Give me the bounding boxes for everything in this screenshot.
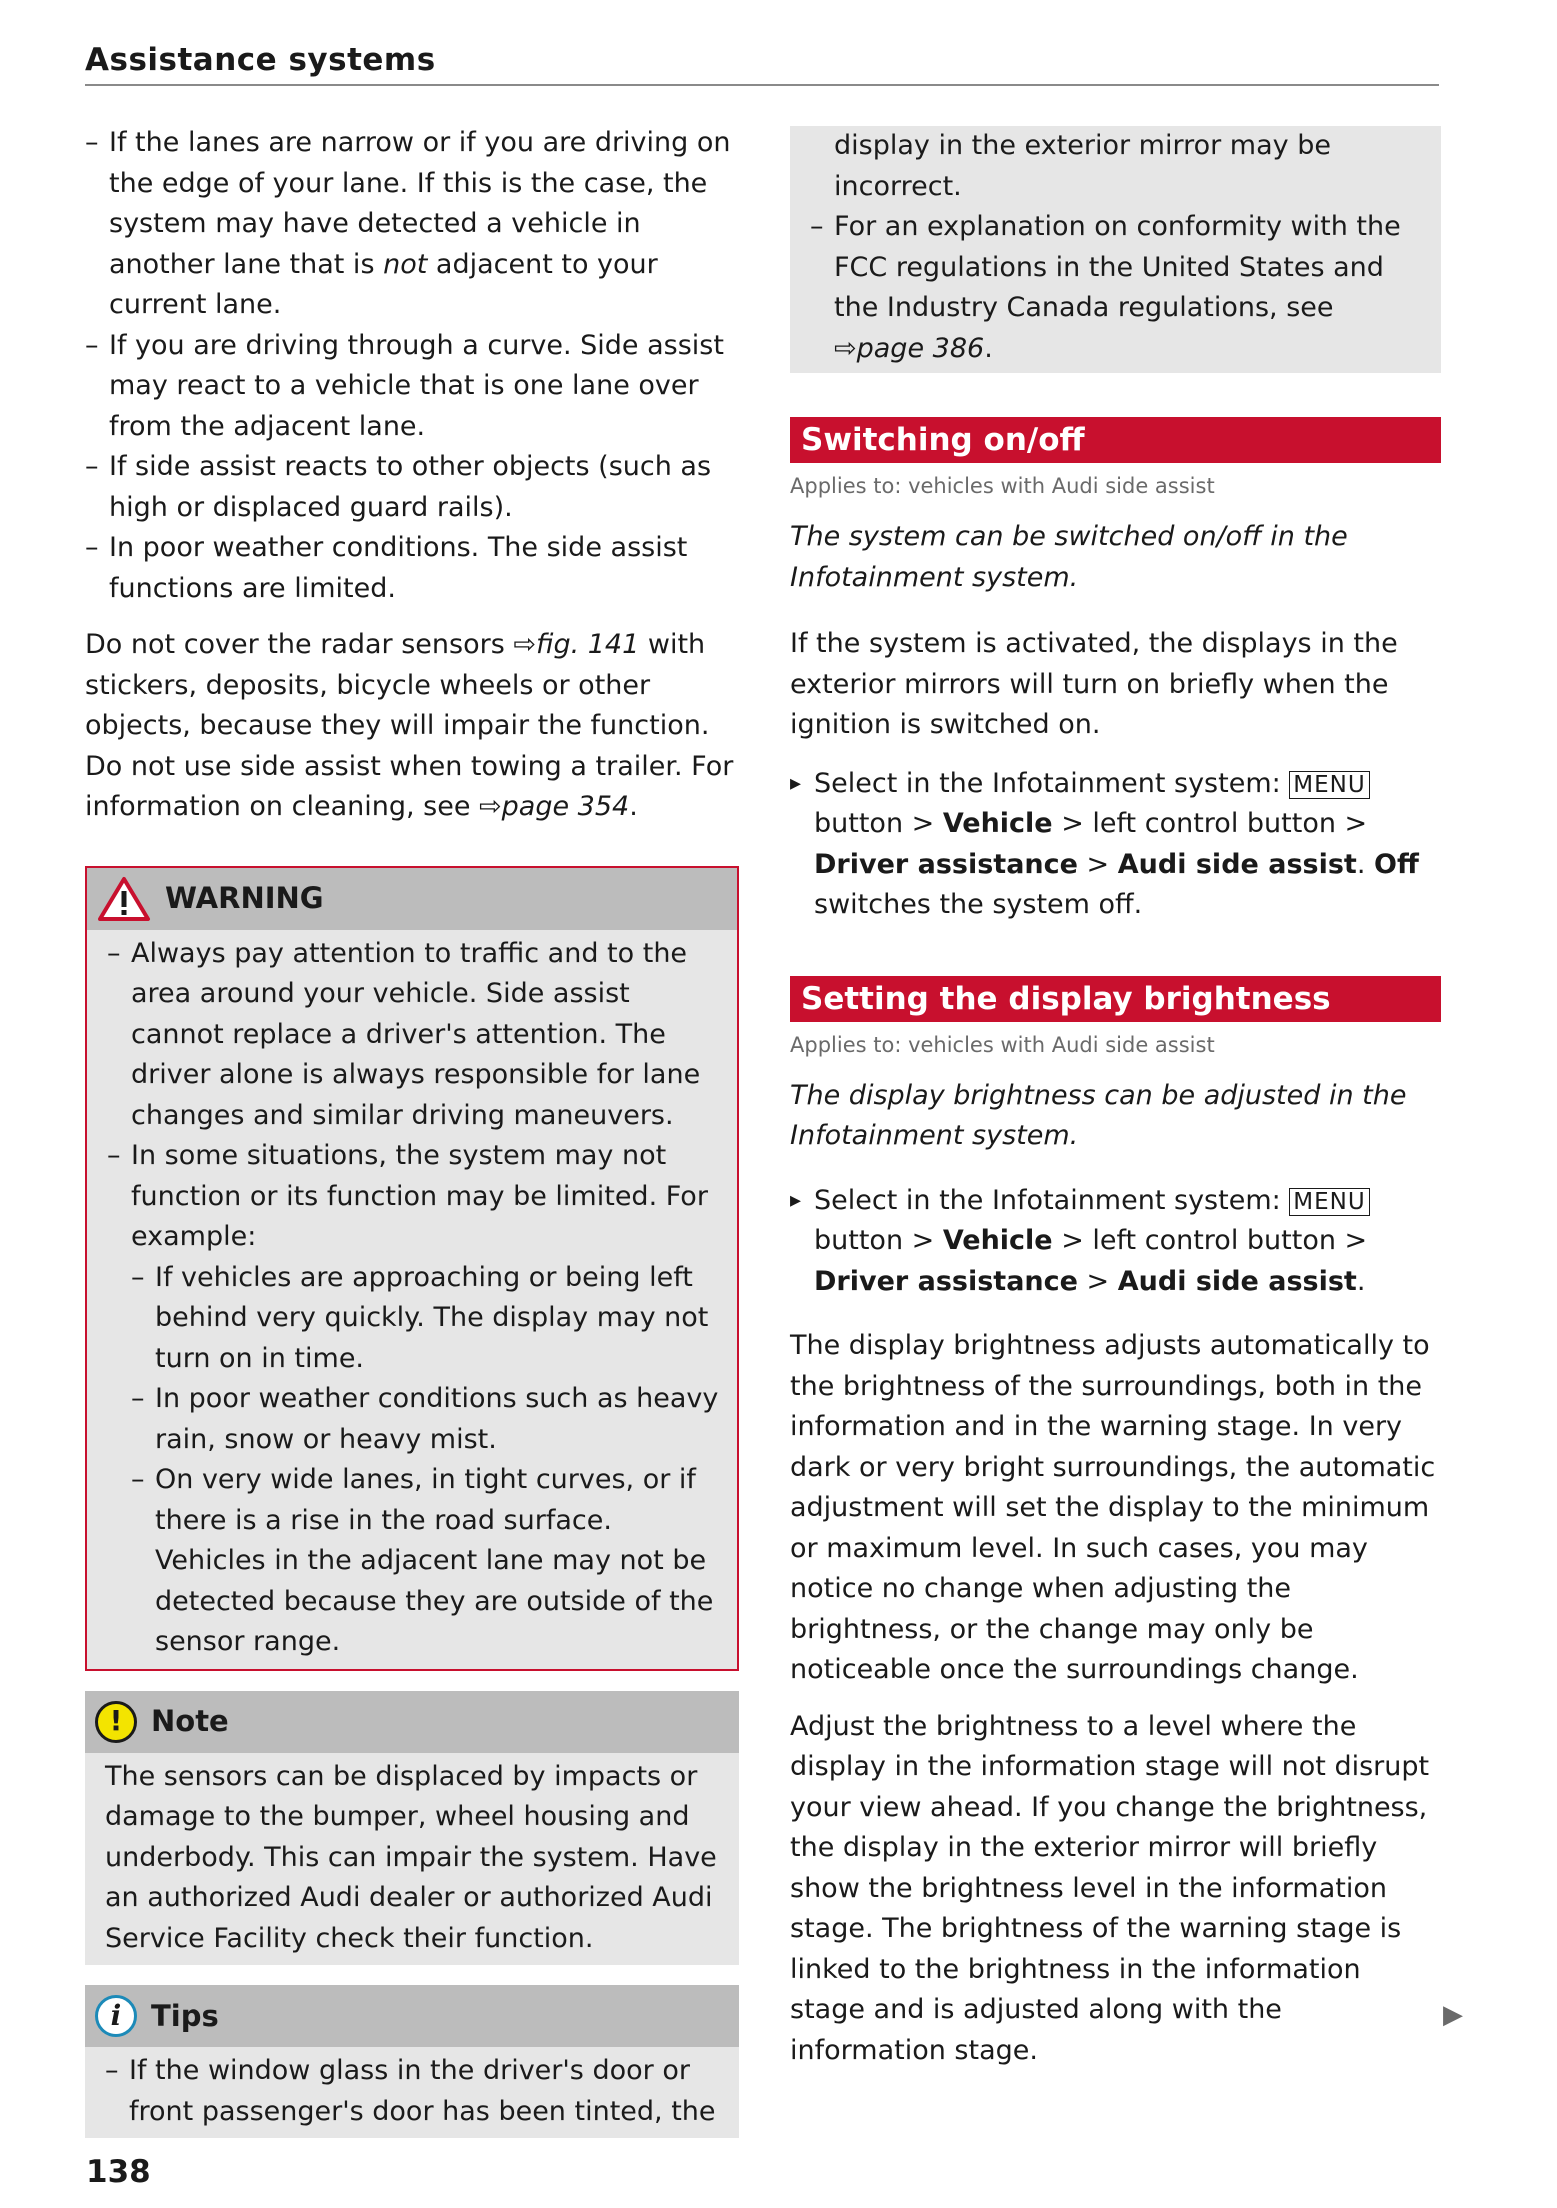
warning-triangle-icon [97,876,151,922]
tips-body [85,2047,739,2138]
menu-button-label: MENU [1289,1188,1369,1216]
warning-header [87,868,737,930]
section-heading-brightness: Setting the display brightness [790,976,1441,1022]
list-item: – If side assist reacts to other objects (such as high or displaced guard rails). [85,447,739,528]
list-item: – If you are driving through a curve. Side assist may react to a vehicle that is one lane over from the adjacent lane. [85,326,739,448]
warning-sub-list [131,1258,719,1663]
continue-arrow-icon: ▶ [1443,2000,1463,2030]
info-icon: i [95,1995,137,2037]
instruction-steps [790,1181,1441,1303]
note-text: The sensors can be displaced by impacts or damage to the bumper, wheel housing and underbody. This can impair the system. Have an authorized Audi dealer or authorized Audi Service Facility check their function. [105,1760,717,1954]
warning-body [87,930,737,1669]
list-item: – In poor weather conditions such as heavy rain, snow or heavy mist. [131,1379,719,1460]
section-intro: The display brightness can be adjusted in the Infotainment system. [790,1079,1407,1151]
applies-to-note: Applies to: vehicles with Audi side assist [790,1032,1215,1057]
list-item: – On very wide lanes, in tight curves, or if there is a rise in the road surface. Vehicles in the adjacent lane may not be detected because they are outside of the sensor range. [131,1460,719,1663]
reference-arrow-icon: ⇨ [834,332,857,364]
reference-arrow-icon: ⇨ [479,791,502,822]
list-item: – If the window glass in the driver's door or front passenger's door has been tinted, the [105,2051,721,2132]
note-body [85,1753,739,1966]
right-column [790,126,1441,2071]
list-item: – In poor weather conditions. The side assist functions are limited. [85,528,739,609]
reference-arrow-icon: ⇨ [513,629,536,660]
page-number: 138 [86,2154,151,2190]
section-body: If the system is activated, the displays in the exterior mirrors will turn on briefly when the ignition is switched on. [790,628,1398,740]
list-item: – For an explanation on conformity with the FCC regulations in the United States and the Industry Canada regulations, see ⇨page 386. [810,207,1421,369]
note-header [85,1691,739,1753]
page-link[interactable]: page 354 [501,791,630,822]
section-body: The display brightness adjusts automatically to the brightness of the surroundings, both in the information and in the warning stage. In very dark or very bright surroundings, the automatic adjustment will set the display to the minimum or maximum level. In such cases, you may notice no change when adjusting the brightness, or the change may only be noticeable once the surroundings change. [790,1330,1436,1685]
instruction-step: ▸ Select in the Infotainment system: MENU button > Vehicle > left control button > Driver assistance > Audi side assist. [790,1181,1441,1303]
instruction-step: ▸ Select in the Infotainment system: MENU button > Vehicle > left control button > Driver assistance > Audi side assist. Off switches the system off. [790,764,1441,926]
list-item: – In some situations, the system may not function or its function may be limited. For example: [107,1136,719,1258]
limitations-list [85,123,739,609]
list-item: – If the lanes are narrow or if you are driving on the edge of your lane. If this is the case, the system may have detected a vehicle in another lane that is not adjacent to your current lane. [85,123,739,326]
radar-sensor-paragraph: Do not cover the radar sensors ⇨fig. 141 with stickers, deposits, bicycle wheels or other objects, because they will impair the function. Do not use side assist when towing a trailer. For information on cleaning, see ⇨page 354. [85,629,734,822]
tips-continuation [790,126,1441,373]
warning-box [85,866,739,1671]
tips-box [85,1985,739,2138]
note-title: Note [151,1704,229,1739]
warning-title: WARNING [165,881,324,916]
page-link[interactable]: page 386 [856,332,985,364]
section-heading-switching: Switching on/off [790,417,1441,463]
figure-link[interactable]: fig. 141 [536,629,640,660]
section-body: Adjust the brightness to a level where the display in the information stage will not disrupt your view ahead. If you change the brightness, the display in the exterior mirror will briefly show the brightness level in the information stage. The brightness of the warning stage is linked to the brightness in the information stage and is adjusted along with the information stage. [790,1710,1430,2066]
section-intro: The system can be switched on/off in the Infotainment system. [790,521,1348,593]
list-item: – Always pay attention to traffic and to the area around your vehicle. Side assist cannot replace a driver's attention. The driver alone is always responsible for lane changes and similar driving maneuvers. [107,934,719,1137]
left-column [85,123,739,2138]
tips-continued-text: display in the exterior mirror may be incorrect. [834,130,1331,202]
tips-title: Tips [151,1998,219,2033]
tips-header [85,1985,739,2047]
note-box [85,1691,739,1966]
instruction-steps [790,764,1441,926]
header-divider [85,84,1439,86]
running-header: Assistance systems [85,42,436,78]
list-item: – If vehicles are approaching or being left behind very quickly. The display may not turn on in time. [131,1258,719,1380]
menu-button-label: MENU [1289,771,1369,799]
applies-to-note: Applies to: vehicles with Audi side assist [790,474,1215,498]
exclamation-icon: ! [95,1701,137,1743]
